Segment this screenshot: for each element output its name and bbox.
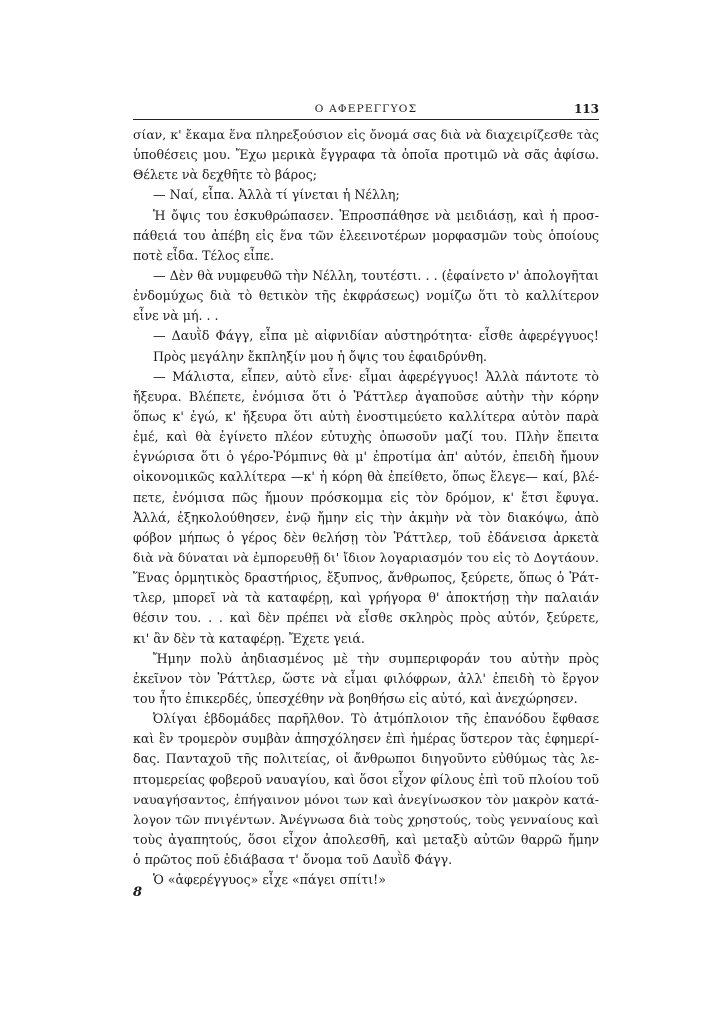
running-head [133,101,599,117]
text-line: Ἡ ὄψις του ἐσκυθρώπασεν. Ἐπροσπάθησε νὰ μειδιάσῃ, καὶ ἡ προσ- [153,207,599,223]
text-line: πάθειά του ἀπέβη εἰς ἕνα τῶν ἐλεεινοτέρων μορφασμῶν τοὺς ὁποίους [133,227,599,243]
body-text [133,125,599,890]
text-line: φόβον μήπως ὁ γέρος δὲν θελήσῃ τὸν Ῥάττλερ, τοῦ ἐδάνεισα ἀρκετὰ [133,529,599,545]
text-line: οἰκονομικῶς καλλίτερα —κ' ἡ κόρη θὰ ἐπείθετο, ὅπως ἔλεγε— καί, βλέ- [133,469,599,485]
text-line: δας. Πανταχοῦ τῆς πολιτείας, οἱ ἄνθρωποι διηγοῦντο εὐθύμως τὰς λε- [133,751,599,767]
text-line: ὁ πρῶτος ποῦ ἐδιάβασα τ' ὄνομα τοῦ Δαυῒδ Φάγγ. [133,852,453,868]
text-line: καὶ ἓν τρομερὸν συμβὰν ἀπησχόλησεν ἐπὶ ἡμέρας ὕστερον τὰς ἐφημερί- [133,731,599,747]
text-line: Ὀλίγαι ἑβδομάδες παρῆλθον. Τὸ ἀτμόπλοιον τῆς ἐπανόδου ἔφθασε [153,711,599,727]
text-line: Ὁ «ἀφερέγγυος» εἶχε «πάγει σπίτι!» [153,872,386,888]
text-line: Πρὸς μεγάλην ἔκπληξίν μου ἡ ὄψις του ἐφαιδρύνθη. [153,348,487,364]
text-line: ἐμέ, καὶ θὰ ἐγίνετο πλέον εὐτυχὴς ὁπωσοῦν μαζί του. Πλὴν ἔπειτα [133,429,599,445]
text-line: — Μάλιστα, εἶπεν, αὐτὸ εἶνε· εἶμαι ἀφερέγγυος! Ἀλλὰ πάντοτε τὸ [153,368,599,384]
text-line: σίαν, κ' ἔκαμα ἕνα πληρεξούσιον εἰς ὄνομά σας διὰ νὰ διαχειρίζεσθε τὰς [133,127,599,142]
text-line: ποτὲ εἶδα. Τέλος εἶπε. [133,247,274,263]
text-line: — Ναί, εἶπα. Ἀλλὰ τί γίνεται ἡ Νέλλη; [153,187,400,203]
header-rule [133,119,599,120]
text-line: τλερ, μπορεῖ νὰ τὰ καταφέρῃ, καὶ γρήγορα θ' ἀποκτήσῃ τὴν παλαιάν [133,590,599,606]
text-line: θέσιν του. . . καὶ δὲν πρέπει νὰ εἶσθε σκληρὸς πρὸς αὐτόν, ξεύρετε, [133,610,599,626]
text-line: ἤξευρα. Βλέπετε, ἐνόμισα ὅτι ὁ Ῥάττλερ ἀγαποῦσε αὐτὴν τὴν κόρην [133,388,599,404]
text-line: ὅπως κ' ἐγώ, κ' ἤξευρα ὅτι αὐτὴ ἐνοστιμεύετο καλλίτερα αὐτὸν παρὰ [133,408,599,424]
text-line: τοὺς ἀγαπητούς, ὅσοι εἶχον ἀπολεσθῆ, καὶ μεταξὺ αὐτῶν θαρρῶ ἤμην [133,831,599,847]
text-line: διὰ νὰ δύναται νὰ ἐμπορευθῇ δι' ἴδιον λογαριασμόν του εἰς τὸ Δογτάουν. [133,550,599,565]
text-line: εἶνε νὰ μή. . . [133,308,219,324]
text-line: Ἕνας ὁρμητικὸς δραστήριος, ἔξυπνος, ἄνθρωπος, ξεύρετε, ὅπως ὁ Ῥάτ- [133,570,599,586]
running-title: Ο ΑΦΕΡΕΓΓΥΟΣ [314,103,418,115]
text-line: Ἀλλά, ἐξηκολούθησεν, ἐνῷ ἤμην εἰς τὴν ἀκμὴν νὰ τὸν διακόψω, ἀπὸ [133,509,599,525]
text-line: ἐνδομύχως διὰ τὸ θετικὸν τῆς ἐκφράσεως) νομίζω ὅτι τὸ καλλίτερον [133,288,599,304]
text-line: πτομερείας φοβεροῦ ναυαγίου, καὶ ὅσοι εἶχον φίλους ἐπὶ τοῦ πλοίου τοῦ [133,771,599,787]
text-line: του ἦτο ἐπικερδές, ὑπεσχέθην νὰ βοηθήσω εἰς αὐτό, καὶ ἀνεχώρησεν. [133,690,578,706]
text-line: ὑποθέσεις μου. Ἔχω μερικὰ ἔγγραφα τὰ ὁποῖα προτιμῶ νὰ σᾶς ἀφίσω. [133,147,599,163]
text-line: — Δὲν θὰ νυμφευθῶ τὴν Νέλλη, τουτέστι. . . (ἐφαίνετο ν' ἀπολογῆται [153,267,599,283]
page-number: 113 [573,102,599,116]
text-line: ναυαγήσαντος, ἐπήγαινον μόνοι των καὶ ἀνεγίνωσκον τὸν μακρὸν κατά- [133,791,599,807]
text-line: λογον τῶν πνιγέντων. Ἀνέγνωσα διὰ τοὺς χρηστούς, τοὺς γενναίους καὶ [133,811,599,827]
text-line: ἐγνώρισα ὅτι ὁ γέρο-Ῥόμπινς θὰ μ' ἐπροτίμα ἀπ' αὐτόν, ἐπειδὴ ἤμουν [133,449,599,465]
text-line: ἐκεῖνον τὸν Ῥάττλερ, ὥστε νὰ εἶμαι φιλόφρων, ἀλλ' ἐπειδὴ τὸ ἔργον [133,670,599,686]
text-line: — Δαυῒδ Φάγγ, εἶπα μὲ αἰφνιδίαν αὐστηρότητα· εἶσθε ἀφερέγγυος! [153,328,599,344]
text-line: κι' ἂν δὲν τὰ καταφέρῃ. Ἔχετε γειά. [133,630,365,646]
text-line: Θέλετε νὰ δεχθῆτε τὸ βάρος; [133,167,317,183]
text-line: πετε, ἐνόμισα πῶς ἤμουν πρόσκομμα εἰς τὸν δρόμον, κ' ἔτσι ἔφυγα. [133,489,599,505]
signature-mark: 8 [133,885,143,900]
text-line: Ἤμην πολὺ ἀηδιασμένος μὲ τὴν συμπεριφοράν του αὐτὴν πρὸς [153,650,599,666]
